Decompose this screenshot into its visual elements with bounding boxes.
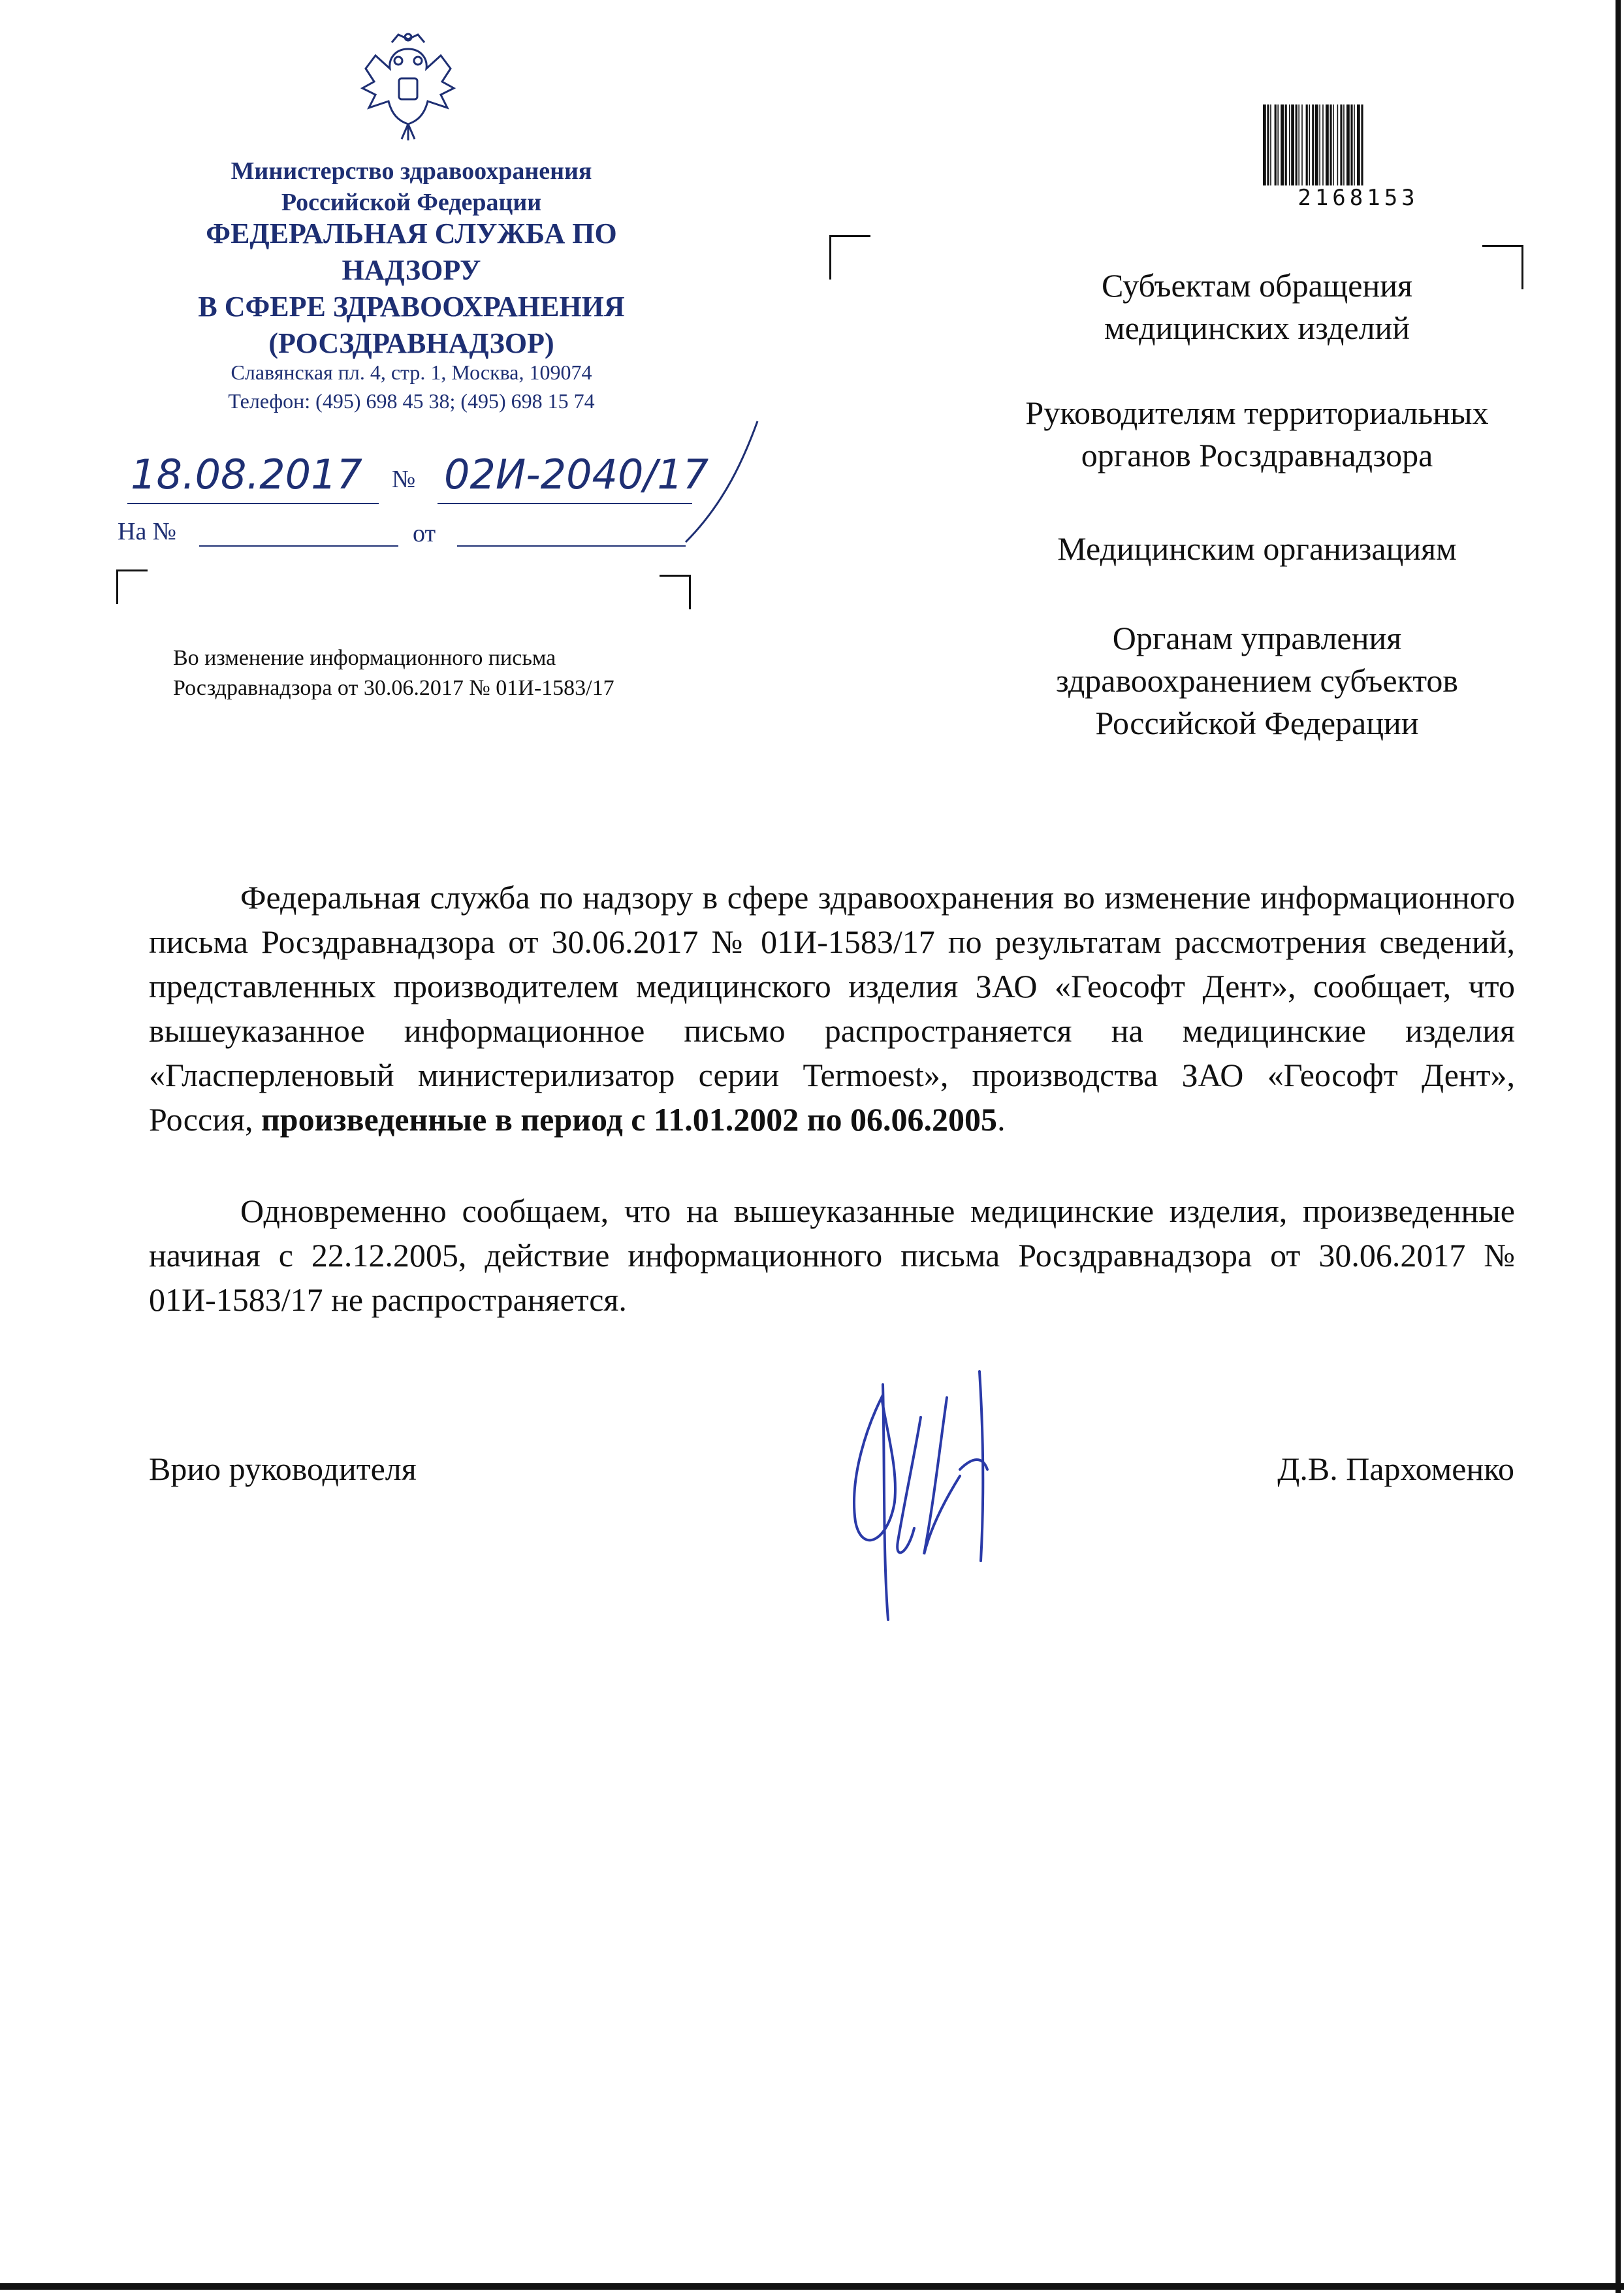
signatory-title: Врио руководителя bbox=[149, 1451, 417, 1487]
paragraph-end: . bbox=[997, 1101, 1006, 1138]
barcode-icon bbox=[1260, 104, 1456, 185]
registration-number: 02И-2040/17 bbox=[444, 451, 709, 498]
date-underline bbox=[127, 503, 379, 504]
handwritten-signature-icon bbox=[842, 1358, 1032, 1633]
addressee-line: органов Росздравнадзора bbox=[1081, 437, 1433, 473]
addressee-block bbox=[914, 528, 1600, 570]
address-line: Славянская пл. 4, стр. 1, Москва, 109074 bbox=[231, 361, 592, 384]
addressee-block bbox=[914, 617, 1600, 745]
addressee-line: Российской Федерации bbox=[1095, 705, 1419, 741]
russian-coat-of-arms-icon bbox=[356, 29, 460, 144]
reply-number-blank bbox=[199, 545, 398, 547]
addressee-line: Медицинским организациям bbox=[1057, 530, 1457, 567]
addressee-block bbox=[914, 265, 1600, 349]
addressee-line: Субъектам обращения bbox=[1102, 267, 1412, 304]
reply-to-label: На № bbox=[118, 518, 177, 545]
handwritten-slash-icon bbox=[673, 418, 771, 549]
phone-line: Телефон: (495) 698 45 38; (495) 698 15 74 bbox=[228, 389, 595, 413]
addressee-line: медицинских изделий bbox=[1104, 310, 1410, 346]
addressee-line: здравоохранением субъектов bbox=[1055, 662, 1459, 699]
ministry-name bbox=[176, 155, 646, 218]
scan-border-right bbox=[1616, 0, 1621, 2293]
number-sign: № bbox=[392, 466, 416, 493]
paragraph-text: Одновременно сообщаем, что на вышеуказанные медицинские изделия, произведенные начиная с 22.12.2005, действие информационного письма Росздравнадзора от 30.06.2017 № 01И-1583/17 не распространяется. bbox=[149, 1193, 1515, 1318]
note-block bbox=[173, 643, 761, 703]
service-address bbox=[157, 358, 666, 415]
bold-period-text: произведенные в период с 11.01.2002 по 06.06.2005 bbox=[261, 1101, 998, 1138]
bracket-top-right bbox=[660, 575, 691, 609]
addressee-block bbox=[914, 392, 1600, 477]
ministry-line: Министерство здравоохранения bbox=[231, 157, 592, 185]
reply-date-blank bbox=[457, 545, 686, 547]
service-line: (РОСЗДРАВНАДЗОР) bbox=[268, 327, 554, 359]
service-name bbox=[163, 216, 660, 362]
number-underline bbox=[438, 503, 692, 504]
addressee-line: Руководителям территориальных bbox=[1025, 394, 1489, 431]
service-line: ФЕДЕРАЛЬНАЯ СЛУЖБА ПО НАДЗОРУ bbox=[206, 217, 617, 286]
body-paragraph-1 bbox=[149, 875, 1515, 1142]
barcode-number: 2168153 bbox=[1298, 185, 1419, 211]
signatory-name: Д.В. Пархоменко bbox=[1277, 1451, 1514, 1487]
registration-date: 18.08.2017 bbox=[131, 451, 362, 498]
addressee-line: Органам управления bbox=[1112, 620, 1402, 656]
paragraph-text: Федеральная служба по надзору в сфере здравоохранения во изменение информационного письма Росздравнадзора от 30.06.2017 № 01И-1583/17 по результатам рассмотрения сведений, представленных производителем медицинского изделия ЗАО «Геософт Дент», сообщает, что вышеуказанное информационное письмо распространяется на медицинские изделия «Гласперленовый министерилизатор серии Termoest», производства ЗАО «Геософт Дент», Россия, bbox=[149, 879, 1515, 1138]
scan-border-bottom bbox=[0, 2283, 1624, 2290]
ministry-line: Российской Федерации bbox=[281, 189, 542, 216]
body-paragraph-2 bbox=[149, 1189, 1515, 1322]
bracket-addressee-left bbox=[829, 235, 870, 280]
note-line: Во изменение информационного письма bbox=[173, 646, 556, 670]
note-line: Росздравнадзора от 30.06.2017 № 01И-1583/17 bbox=[173, 676, 614, 700]
service-line: В СФЕРЕ ЗДРАВООХРАНЕНИЯ bbox=[198, 291, 625, 323]
from-label: от bbox=[413, 520, 436, 547]
bracket-top-left bbox=[116, 569, 148, 604]
